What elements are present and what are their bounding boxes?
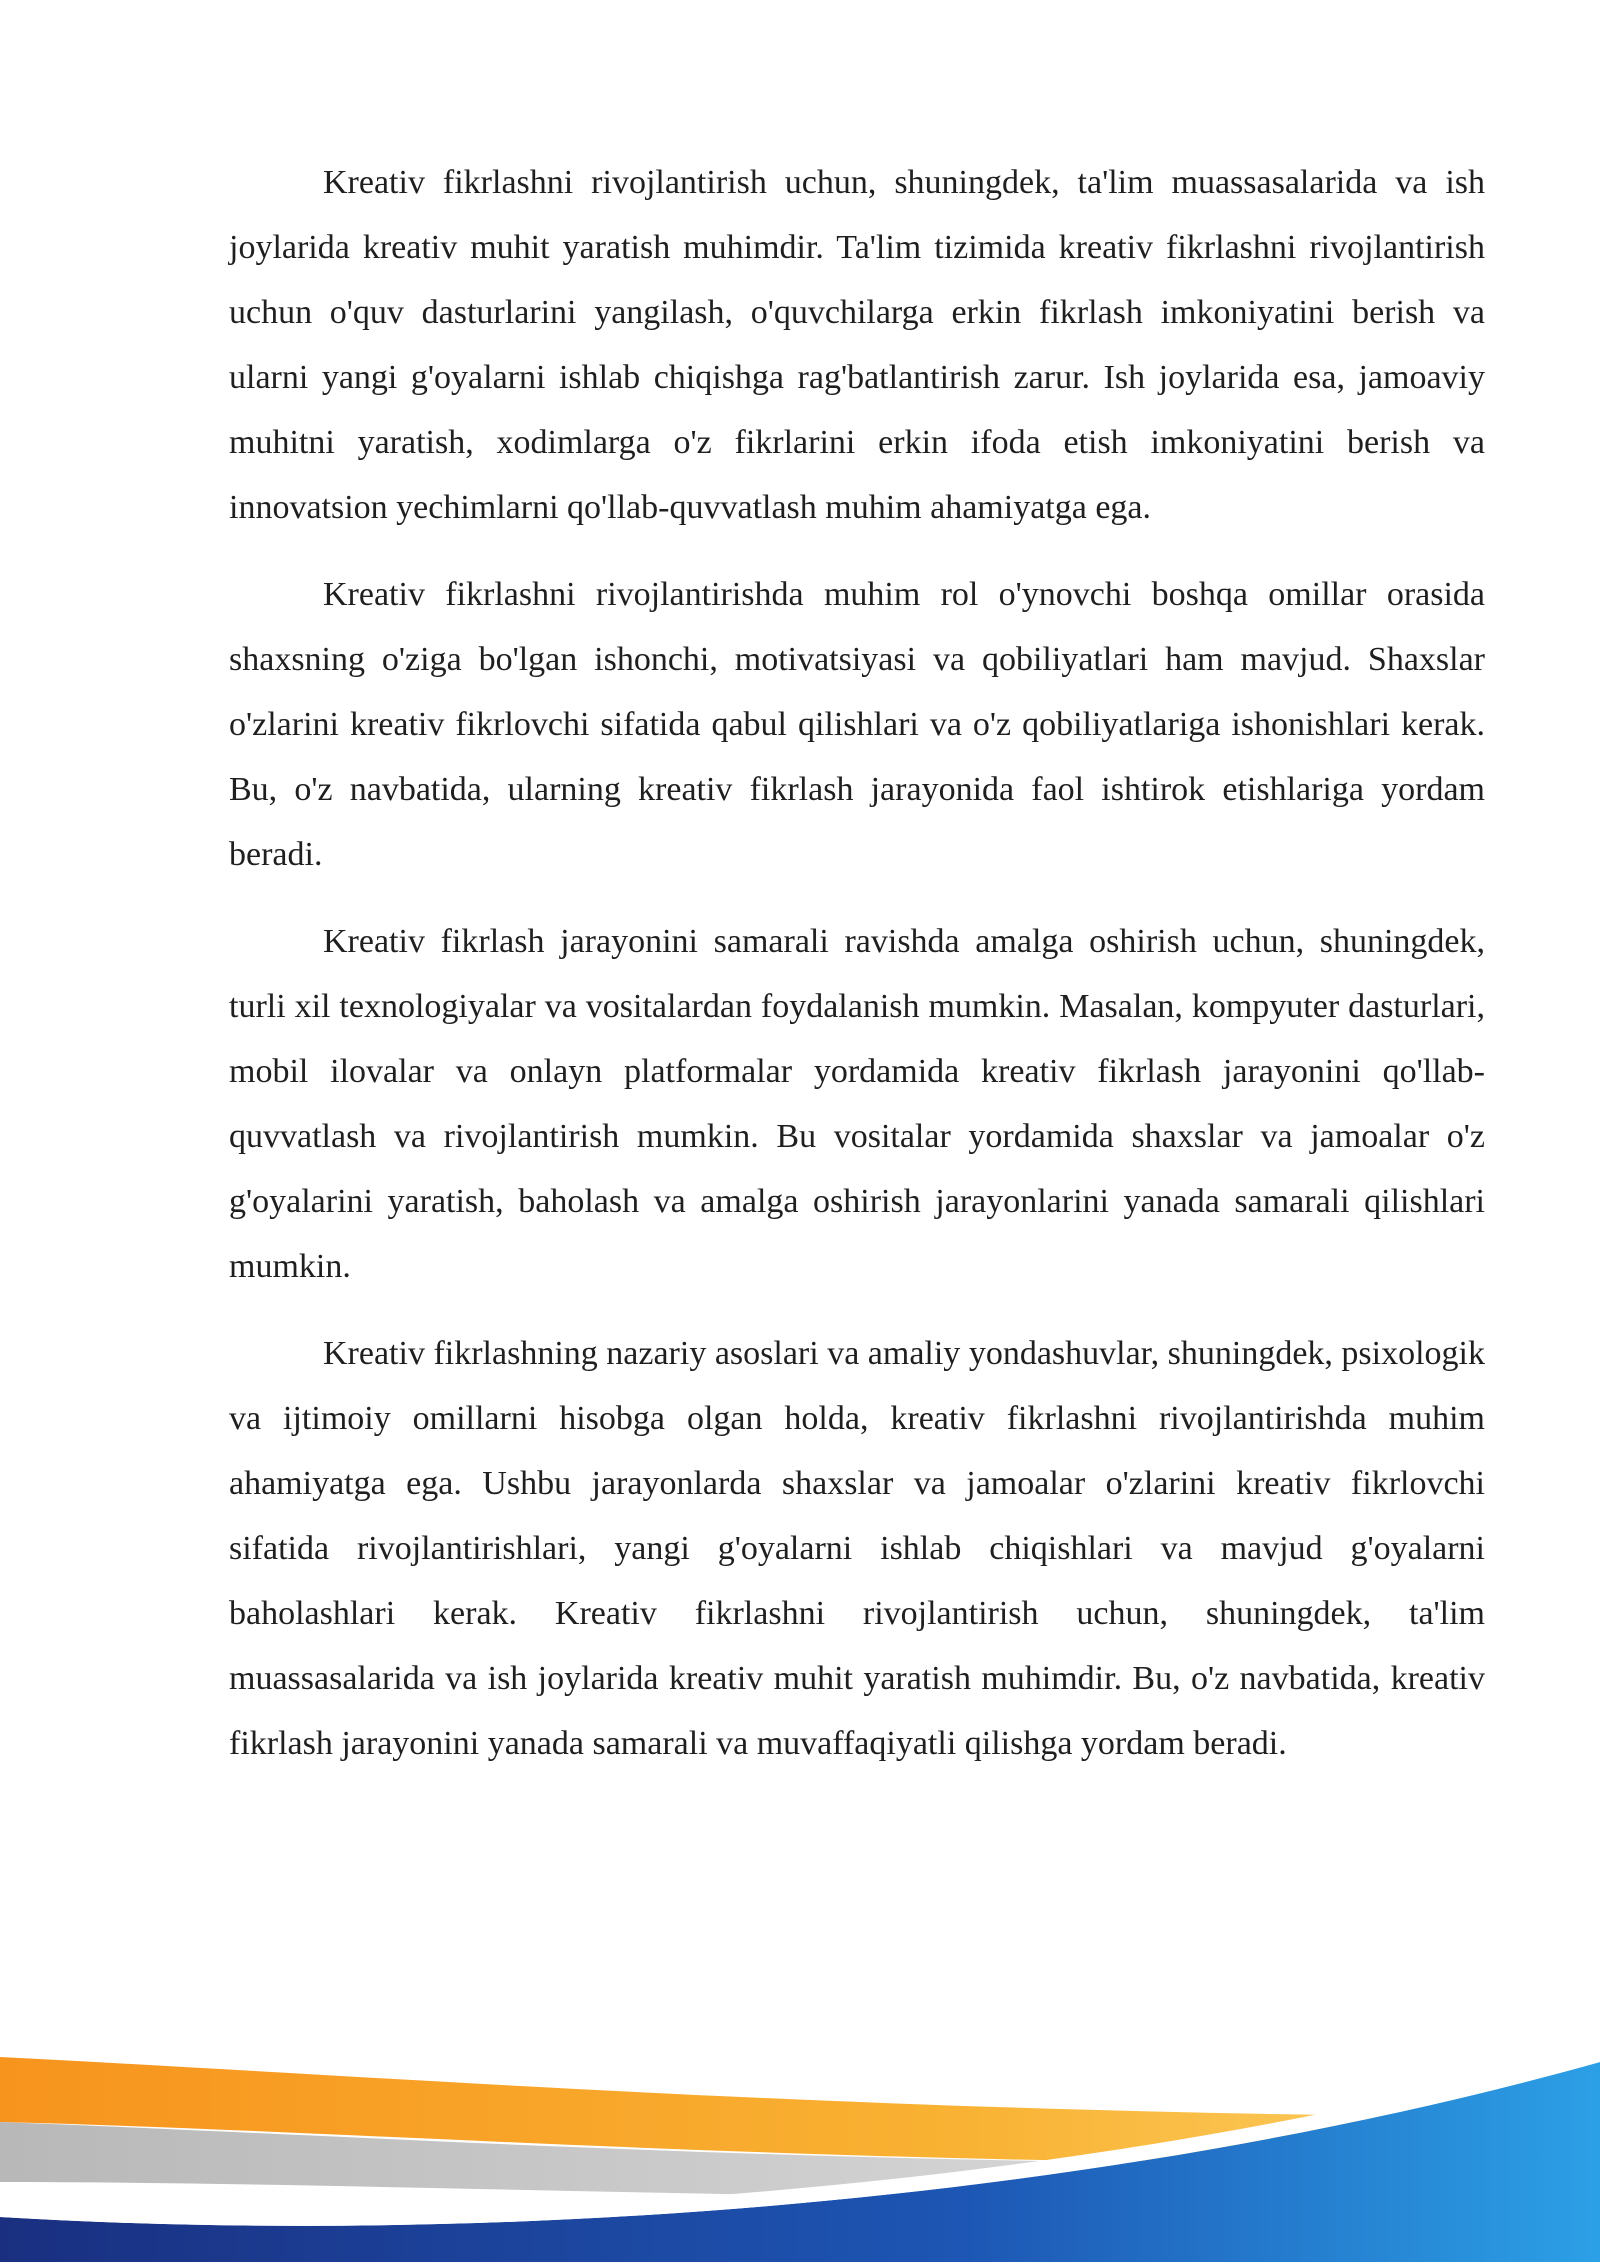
body-text xyxy=(229,150,1485,1798)
paragraph-3: Kreativ fikrlash jarayonini samarali ravishda amalga oshirish uchun, shuningdek, turli xil texnologiyalar va vositalardan foydalanish mumkin. Masalan, kompyuter dasturlari, mobil ilovalar va onlayn platformalar yordamida kreativ fikrlash jarayonini qo'llab-quvvatlash va rivojlantirish mumkin. Bu vositalar yordamida shaxslar va jamoalar o'z g'oyalarini yaratish, baholash va amalga oshirish jarayonlarini yanada samarali qilishlari mumkin. xyxy=(229,923,1485,1285)
paragraph-1: Kreativ fikrlashni rivojlantirish uchun, shuningdek, ta'lim muassasalarida va ish joylarida kreativ muhit yaratish muhimdir. Ta'lim tizimida kreativ fikrlashni rivojlantirish uchun o'quv dasturlarini yangilash, o'quvchilarga erkin fikrlash imkoniyatini berish va ularni yangi g'oyalarni ishlab chiqishga rag'batlantirish zarur. Ish joylarida esa, jamoaviy muhitni yaratish, xodimlarga o'z fikrlarini erkin ifoda etish imkoniyatini berish va innovatsion yechimlarni qo'llab-quvvatlash muhim ahamiyatga ega. xyxy=(229,164,1485,526)
decorative-footer-wave xyxy=(0,2022,1600,2262)
paragraph-4: Kreativ fikrlashning nazariy asoslari va amaliy yondashuvlar, shuningdek, psixologik va ijtimoiy omillarni hisobga olgan holda, kreativ fikrlashni rivojlantirishda muhim ahamiyatga ega. Ushbu jarayonlarda shaxslar va jamoalar o'zlarini kreativ fikrlovchi sifatida rivojlantirishlari, yangi g'oyalarni ishlab chiqishlari va mavjud g'oyalarni baholashlari kerak. Kreativ fikrlashni rivojlantirish uchun, shuningdek, ta'lim muassasalarida va ish joylarida kreativ muhit yaratish muhimdir. Bu, o'z navbatida, kreativ fikrlash jarayonini yanada samarali va muvaffaqiyatli qilishga yordam beradi. xyxy=(229,1335,1485,1762)
paragraph-2: Kreativ fikrlashni rivojlantirishda muhim rol o'ynovchi boshqa omillar orasida shaxsning o'ziga bo'lgan ishonchi, motivatsiyasi va qobiliyatlari ham mavjud. Shaxslar o'zlarini kreativ fikrlovchi sifatida qabul qilishlari va o'z qobiliyatlariga ishonishlari kerak. Bu, o'z navbatida, ularning kreativ fikrlash jarayonida faol ishtirok etishlariga yordam beradi. xyxy=(229,576,1485,873)
